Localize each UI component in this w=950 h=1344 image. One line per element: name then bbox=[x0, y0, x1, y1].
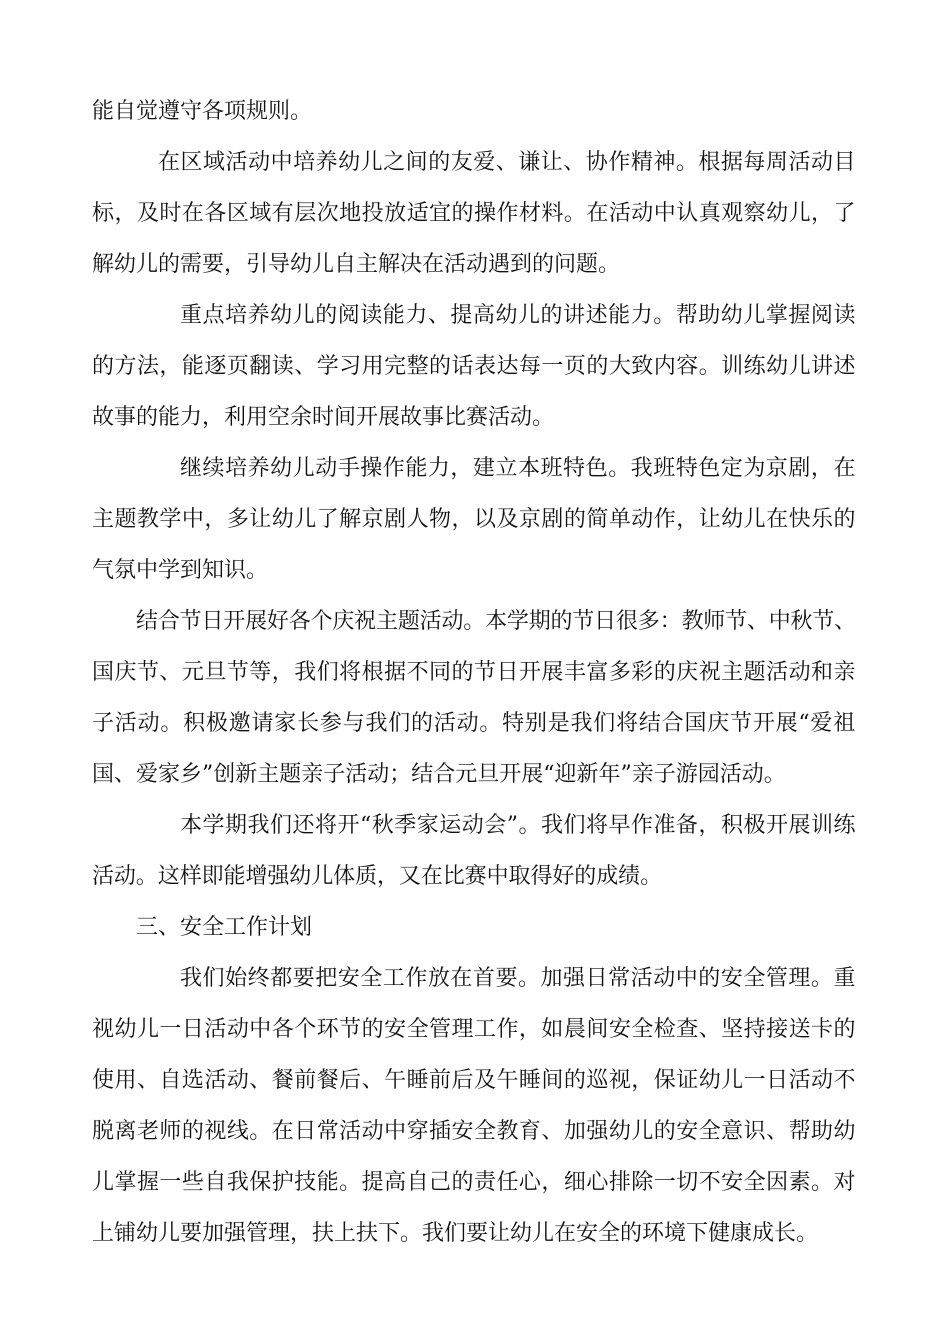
text-line: 视幼儿一日活动中各个环节的安全管理工作，如晨间安全检查、坚持接送卡的 bbox=[92, 1017, 856, 1042]
text-line: 结合节日开展好各个庆祝主题活动。本学期的节日很多：教师节、中秋节、 bbox=[136, 609, 856, 634]
text-line: 本学期我们还将开“秋季家运动会”。我们将早作准备，积极开展训练 bbox=[180, 813, 856, 838]
text-line: 解幼儿的需要，引导幼儿自主解决在活动遇到的问题。 bbox=[92, 252, 621, 277]
text-line: 能自觉遵守各项规则。 bbox=[92, 99, 312, 124]
text-line: 主题教学中，多让幼儿了解京剧人物，以及京剧的简单动作，让幼儿在快乐的 bbox=[92, 507, 856, 532]
text-line: 脱离老师的视线。在日常活动中穿插安全教育、加强幼儿的安全意识、帮助幼 bbox=[92, 1119, 856, 1144]
text-line: 气氛中学到知识。 bbox=[92, 558, 269, 583]
text-line: 国庆节、元旦节等，我们将根据不同的节日开展丰富多彩的庆祝主题活动和亲 bbox=[92, 660, 856, 685]
text-line: 子活动。积极邀请家长参与我们的活动。特别是我们将结合国庆节开展“爱祖 bbox=[92, 711, 856, 736]
text-line: 国、爱家乡”创新主题亲子活动；结合元旦开展“迎新年”亲子游园活动。 bbox=[92, 762, 786, 787]
text-line: 故事的能力，利用空余时间开展故事比赛活动。 bbox=[92, 405, 555, 430]
text-line: 我们始终都要把安全工作放在首要。加强日常活动中的安全管理。重 bbox=[180, 966, 856, 991]
text-line: 上铺幼儿要加强管理，扶上扶下。我们要让幼儿在安全的环境下健康成长。 bbox=[92, 1221, 819, 1246]
text-line: 在区域活动中培养幼儿之间的友爱、谦让、协作精神。根据每周活动目 bbox=[158, 150, 856, 175]
text-line: 继续培养幼儿动手操作能力，建立本班特色。我班特色定为京剧，在 bbox=[180, 456, 856, 481]
text-line: 重点培养幼儿的阅读能力、提高幼儿的讲述能力。帮助幼儿掌握阅读 bbox=[180, 303, 856, 328]
text-line: 使用、自选活动、餐前餐后、午睡前后及午睡间的巡视，保证幼儿一日活动不 bbox=[92, 1068, 856, 1093]
section-heading: 三、安全工作计划 bbox=[136, 915, 313, 940]
text-line: 活动。这样即能增强幼儿体质，又在比赛中取得好的成绩。 bbox=[92, 864, 662, 889]
text-line: 的方法，能逐页翻读、学习用完整的话表达每一页的大致内容。训练幼儿讲述 bbox=[92, 354, 856, 379]
text-line: 标，及时在各区域有层次地投放适宜的操作材料。在活动中认真观察幼儿，了 bbox=[92, 201, 856, 226]
text-line: 儿掌握一些自我保护技能。提高自己的责任心，细心排除一切不安全因素。对 bbox=[92, 1170, 856, 1195]
